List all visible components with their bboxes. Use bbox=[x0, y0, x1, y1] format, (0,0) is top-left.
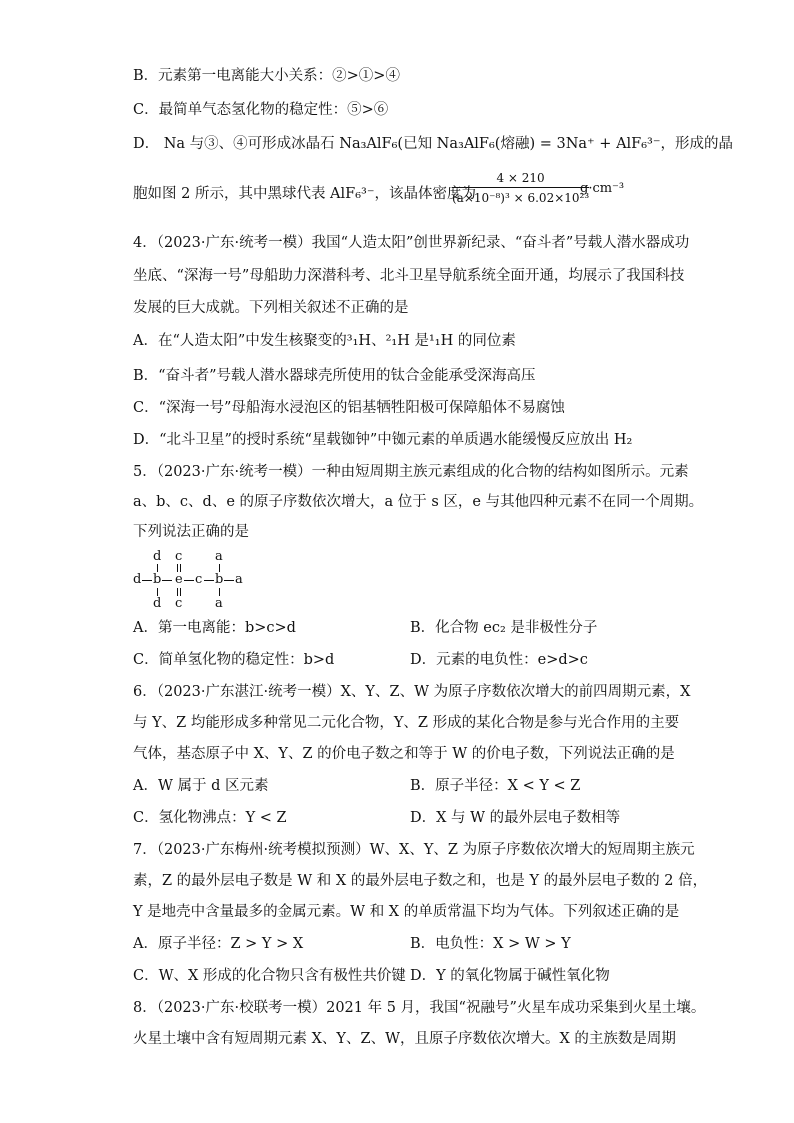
q5-stem-1: 5．（2023·广东·统考一模）一种由短周期主族元素组成的化合物的结构如图所示。元素 bbox=[133, 464, 689, 480]
struct-bot-1: d bbox=[153, 596, 162, 611]
q5-stem-3: 下列说法正确的是 bbox=[133, 524, 249, 540]
q6-option-a: A．W 属于 d 区元素 bbox=[133, 778, 269, 794]
q8-stem-1: 8．（2023·广东·校联考一模）2021 年 5 月，我国“祝融号”火星车成功采集到火星土壤。 bbox=[133, 1000, 706, 1016]
q5-option-c: C．简单氢化物的稳定性：b>d bbox=[133, 652, 335, 668]
q6-option-b: B．原子半径：X < Y < Z bbox=[410, 778, 581, 794]
q5-stem-2: a、b、c、d、e 的原子序数依次增大，a 位于 s 区，e 与其他四种元素不在同一个周期。 bbox=[133, 494, 704, 510]
density-numerator: 4 × 210 bbox=[452, 171, 589, 188]
q3-option-d-line2: 胞如图 2 所示，其中黑球代表 AlF₆³⁻，该晶体密度为 bbox=[133, 186, 476, 202]
bond-single bbox=[219, 564, 220, 572]
q4-option-b: B．“奋斗者”号载人潜水器球壳所使用的钛合金能承受深海高压 bbox=[133, 368, 536, 384]
q6-stem-2: 与 Y、Z 均能形成多种常见二元化合物，Y、Z 形成的某化合物是参与光合作用的主要 bbox=[133, 715, 680, 731]
q7-option-a: A．原子半径：Z > Y > X bbox=[133, 936, 304, 952]
q7-option-d: D．Y 的氧化物属于碱性氧化物 bbox=[410, 968, 610, 984]
struct-top-2: c bbox=[175, 549, 183, 564]
q4-option-a: A．在“人造太阳”中发生核聚变的³₁H、²₁H 是¹₁H 的同位素 bbox=[133, 333, 516, 349]
q8-stem-2: 火星土壤中含有短周期元素 X、Y、Z、W，且原子序数依次增大。X 的主族数是周期 bbox=[133, 1031, 676, 1047]
bond-single bbox=[184, 580, 194, 581]
q7-option-b: B．电负性：X > W > Y bbox=[410, 936, 571, 952]
q6-option-d: D．X 与 W 的最外层电子数相等 bbox=[410, 810, 621, 826]
q7-stem-1: 7．（2023·广东梅州·统考模拟预测）W、X、Y、Z 为原子序数依次增大的短周期主族元 bbox=[133, 842, 695, 858]
q3-option-b: B．元素第一电离能大小关系：②>①>④ bbox=[133, 68, 400, 84]
struct-mid-2: b bbox=[153, 572, 162, 587]
struct-bot-3: a bbox=[215, 596, 223, 611]
q3-option-d-line1: D． Na 与③、④可形成冰晶石 Na₃AlF₆(已知 Na₃AlF₆(熔融) = 3Na⁺ + AlF₆³⁻，形成的晶 bbox=[133, 136, 734, 152]
q4-stem-3: 发展的巨大成就。下列相关叙述不正确的是 bbox=[133, 300, 409, 316]
q4-stem-1: 4．（2023·广东·统考一模）我国“人造太阳”创世界新纪录、“奋斗者”号载人潜水器成功 bbox=[133, 235, 690, 251]
bond-double bbox=[177, 588, 181, 596]
struct-bot-2: c bbox=[175, 596, 183, 611]
density-fraction bbox=[452, 171, 589, 205]
bond-double bbox=[177, 564, 181, 572]
bond-single bbox=[157, 588, 158, 596]
density-denominator: (a×10⁻⁸)³ × 6.02×10²³ bbox=[452, 191, 590, 205]
q6-stem-3: 气体，基态原子中 X、Y、Z 的价电子数之和等于 W 的价电子数，下列说法正确的是 bbox=[133, 746, 675, 762]
q4-option-d: D．“北斗卫星”的授时系统“星载铷钟”中铷元素的单质遇水能缓慢反应放出 H₂ bbox=[133, 432, 633, 448]
struct-mid-5: b bbox=[215, 572, 224, 587]
bond-single bbox=[219, 588, 220, 596]
bond-single bbox=[157, 564, 158, 572]
struct-top-3: a bbox=[215, 549, 223, 564]
q5-structure-diagram bbox=[133, 549, 263, 612]
bond-single bbox=[162, 580, 172, 581]
q3-option-c: C．最简单气态氢化物的稳定性：⑤>⑥ bbox=[133, 102, 389, 118]
q6-stem-1: 6．（2023·广东湛江·统考一模）X、Y、Z、W 为原子序数依次增大的前四周期元素，X bbox=[133, 684, 691, 700]
q4-stem-2: 坐底、“深海一号”母船助力深潜科考、北斗卫星导航系统全面开通，均展示了我国科技 bbox=[133, 268, 685, 284]
q7-stem-2: 素，Z 的最外层电子数是 W 和 X 的最外层电子数之和，也是 Y 的最外层电子数的 2 倍， bbox=[133, 873, 708, 889]
q5-option-b: B．化合物 ec₂ 是非极性分子 bbox=[410, 620, 598, 636]
density-unit: g·cm⁻³ bbox=[580, 181, 625, 196]
struct-mid-1: d bbox=[133, 572, 142, 587]
q5-option-d: D．元素的电负性：e>d>c bbox=[410, 652, 588, 668]
q7-option-c: C．W、X 形成的化合物只含有极性共价键 bbox=[133, 968, 406, 984]
q6-option-c: C．氢化物沸点：Y < Z bbox=[133, 810, 287, 826]
bond-single bbox=[224, 580, 234, 581]
struct-mid-4: c bbox=[195, 572, 203, 587]
q7-stem-3: Y 是地壳中含量最多的金属元素。W 和 X 的单质常温下均为气体。下列叙述正确的是 bbox=[133, 904, 680, 920]
struct-top-1: d bbox=[153, 549, 162, 564]
q5-option-a: A．第一电离能：b>c>d bbox=[133, 620, 296, 636]
bond-single bbox=[142, 580, 152, 581]
bond-single bbox=[204, 580, 214, 581]
struct-mid-3: e bbox=[175, 572, 183, 587]
q4-option-c: C．“深海一号”母船海水浸泡区的铝基牺牲阳极可保障船体不易腐蚀 bbox=[133, 400, 565, 416]
struct-mid-6: a bbox=[235, 572, 243, 587]
